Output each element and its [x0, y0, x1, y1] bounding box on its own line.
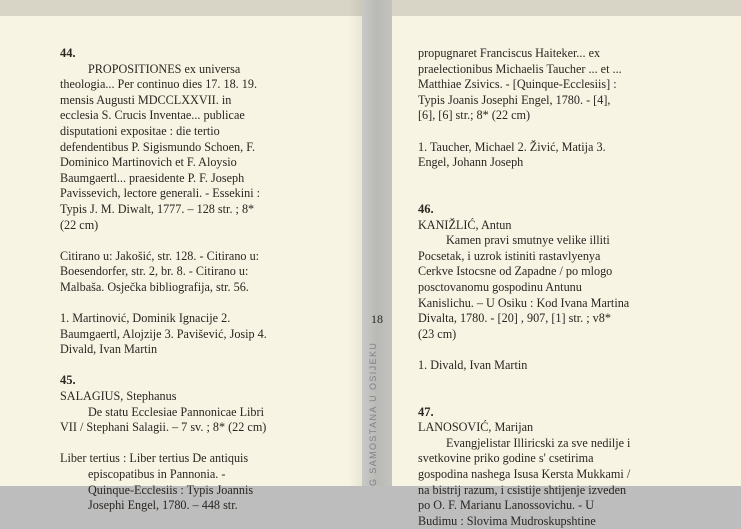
left-text-line: (22 cm) [60, 217, 99, 232]
left-spacer [60, 296, 350, 312]
left-text-line: Divald, Ivan Martin [60, 342, 158, 357]
right-text-line: KANIŽLIĆ, Antun [418, 217, 512, 232]
right-text-line: Kamen pravi smutnye velike illiti [446, 233, 610, 248]
right-spacer [418, 171, 736, 187]
left-text-line: Josephi Engel, 1780. – 448 str. [88, 498, 238, 513]
left-text-line: 1. Martinović, Dominik Ignacije 2. [60, 311, 231, 326]
page-number: 18 [371, 312, 383, 326]
right-text-line: 1. Taucher, Michael 2. Živić, Matija 3. [418, 139, 606, 154]
left-text-line: disputationi expositae : die tertio [60, 123, 220, 138]
left-entry-number: 45. [60, 373, 76, 388]
right-text-line: Budimu : Slovima Mudroskupshtine [418, 513, 596, 528]
right-spacer [418, 342, 736, 358]
spine-label: G SAMOSTANA U OSIJEKU [368, 341, 378, 486]
left-text-line: PROPOSITIONES ex universa [88, 61, 241, 76]
right-text-line: Engel, Johann Joseph [418, 155, 524, 170]
left-spacer [60, 436, 350, 452]
right-text-line: svetkovine priko godine s' csetirima [418, 451, 594, 466]
right-entry-number: 47. [418, 404, 434, 419]
right-spacer [418, 373, 736, 389]
page-shadow [348, 0, 362, 486]
right-text-line: [6], [6] str.; 8* (22 cm) [418, 108, 531, 123]
left-text-line: Quinque-Ecclesiis : Typis Joannis [88, 482, 254, 497]
left-text-line: Baumgaertl, Alojzije 3. Pavišević, Josip 4. [60, 326, 267, 341]
left-text-line: episcopatibus in Pannonia. - [88, 467, 226, 482]
left-text-line: mensis Augusti MDCCLXXVII. in [60, 92, 232, 107]
right-text-line: Kanislichu. – U Osiku : Kod Ivana Martina [418, 295, 630, 310]
left-text-line: Liber tertius : Liber tertius De antiquis [60, 451, 249, 466]
left-text-line: ecclesia S. Crucis Inventae... publicae [60, 108, 245, 123]
left-text-line: Boesendorfer, str. 2, br. 8. - Citirano u: [60, 264, 249, 279]
right-text-line: gospodina nashega Isusa Kersta Mukkami / [418, 467, 631, 482]
right-spacer [418, 186, 736, 202]
right-text-line: (23 cm) [418, 326, 457, 341]
right-spacer [418, 389, 736, 405]
right-spacer [418, 124, 736, 140]
right-text-line: Matthiae Zsivics. - [Quinque-Ecclesiis] : [418, 77, 617, 92]
page-top-edge [392, 0, 741, 16]
right-text-line: posctovanomu gospodinu Antunu [418, 279, 582, 294]
right-text-line: Cerkve Istocsne od Zapadne / po mlogo [418, 264, 613, 279]
left-text-line: Baumgaertl... praesidente P. F. Joseph [60, 170, 245, 185]
right-text-line: propugnaret Franciscus Haiteker... ex [418, 46, 601, 60]
right-text-line: LANOSOVIĆ, Marijan [418, 420, 534, 435]
page-top-edge [0, 0, 362, 16]
right-column-text [418, 46, 736, 529]
left-spacer [60, 233, 350, 249]
left-text-line: Citirano u: Jakošić, str. 128. - Citirano u: [60, 248, 260, 263]
right-text-line: Pocsetak, i uzrok istiniti rastavlyenya [418, 248, 601, 263]
right-text-line: Divalta, 1780. - [20] , 907, [1] str. ; v8* [418, 311, 611, 326]
left-text-line: Pavissevich, lectore generali. - Essekini : [60, 186, 261, 201]
left-text-line: Malbaša. Osječka bibliografija, str. 56. [60, 279, 249, 294]
left-column-text [60, 46, 350, 514]
left-text-line: SALAGIUS, Stephanus [60, 389, 177, 404]
left-entry-number: 44. [60, 46, 76, 60]
left-text-line: De statu Ecclesiae Pannonicae Libri [88, 404, 264, 419]
left-text-line: defendentibus P. Sigismundo Schoen, F. [60, 139, 256, 154]
left-text-line: theologia... Per continuo dies 17. 18. 19. [60, 77, 258, 92]
right-text-line: 1. Divald, Ivan Martin [418, 357, 528, 372]
left-text-line: Dominico Martinovich et F. Aloysio [60, 155, 237, 170]
right-text-line: po O. F. Marianu Lanossovichu. - U [418, 498, 595, 513]
left-spacer [60, 358, 350, 374]
left-text-line: Typis J. M. Diwalt, 1777. – 128 str. ; 8* [60, 201, 255, 216]
right-text-line: Typis Joanis Josephi Engel, 1780. - [4], [418, 92, 611, 107]
right-text-line: na bistrij razum, i csistije shtijenje izveden [418, 482, 627, 497]
right-text-line: praelectionibus Michaelis Taucher ... et ... [418, 61, 622, 76]
right-text-line: Evangjelistar Illiricski za sve nedilje i [446, 435, 631, 450]
right-entry-number: 46. [418, 201, 434, 216]
left-text-line: VII / Stephani Salagii. – 7 sv. ; 8* (22 cm) [60, 420, 267, 435]
